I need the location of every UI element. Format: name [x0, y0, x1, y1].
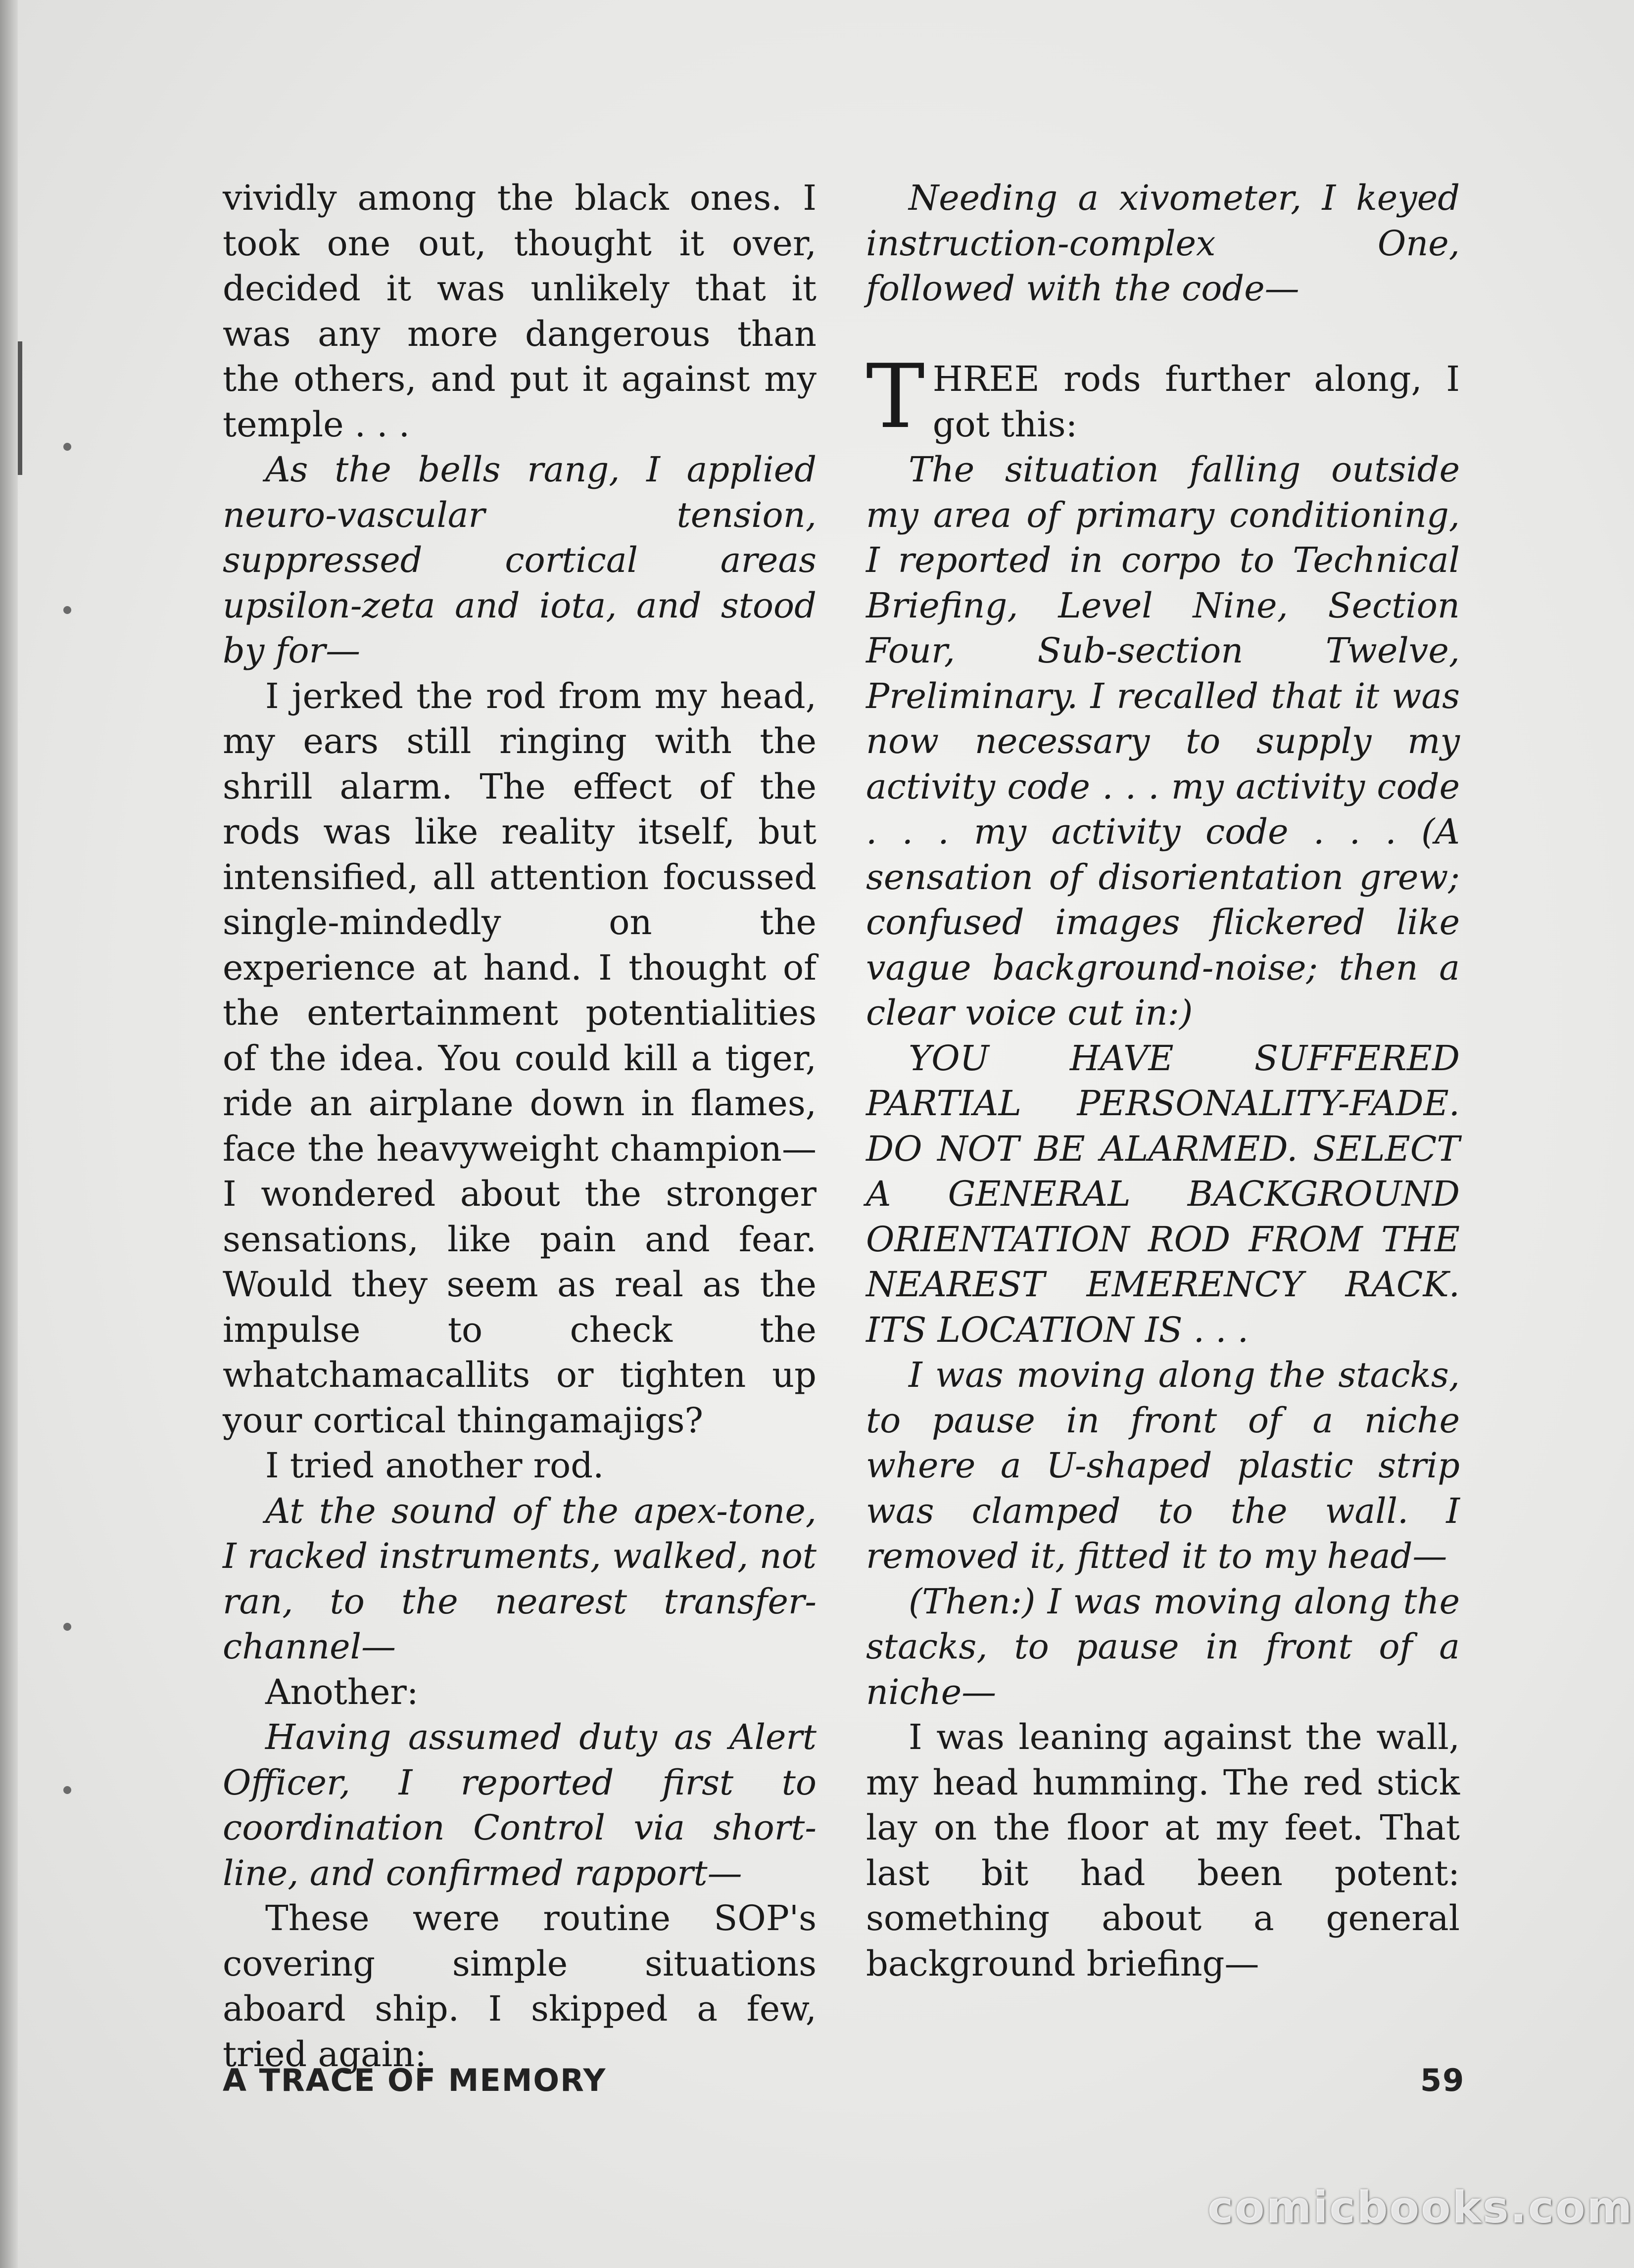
page-spine-shadow — [0, 0, 18, 2268]
watermark: comicbooks.com — [1207, 2182, 1634, 2233]
paragraph: I jerked the rod from my head, my ears still ringing with the shrill alarm. The effect of the rods was like reality itself, but intensified, all attention focussed single-mindedly on the experience at hand. I thought of the entertainment potentialities of the idea. You could kill a tiger, ride an airplane down in flames, face the heavyweight champion— I wondered about the stronger sensations, like pain and fear. Would they seem as real as the impulse to check the whatchamacallits or tighten up your cortical thingamajigs? — [223, 675, 817, 1441]
paragraph: YOU HAVE SUFFERED PARTIAL PERSONALITY-FADE. DO NOT BE ALARMED. SELECT A GENERAL BACKGROUND ORIENTATION ROD FROM THE NEAREST EMERENCY RACK. ITS LOCATION IS . . . — [866, 1038, 1460, 1350]
binding-mark — [18, 341, 22, 475]
paragraph: Having assumed duty as Alert Officer, I reported first to coordination Control via short-line, and confirmed rapport— — [223, 1717, 817, 1893]
paragraph: Needing a xivometer, I keyed instruction-complex One, followed with the code— — [866, 178, 1460, 309]
paragraph: I tried another rod. — [265, 1445, 604, 1486]
binding-hole — [63, 606, 71, 614]
running-title: A TRACE OF MEMORY — [223, 2062, 607, 2098]
paragraph: As the bells rang, I applied neuro-vascular tension, suppressed cortical areas upsilon-zeta and iota, and stood by for— — [223, 449, 817, 671]
paragraph: I was leaning against the wall, my head humming. The red stick lay on the floor at my feet. That last bit had been potent: something about a general background briefing— — [866, 1717, 1460, 1984]
paragraph: At the sound of the apex-tone, I racked instruments, walked, not ran, to the nearest transfer-channel— — [223, 1490, 817, 1667]
paragraph: The situation falling outside my area of primary conditioning, I reported in corpo to Technical Briefing, Level Nine, Section Four, Sub-section Twelve, Preliminary. I recalled that it was now necessary to supply my activity code . . . my activity code . . . my activity code . . . (A sensation of disorientation grew; confused images flickered like vague background-noise; then a clear voice cut in:) — [866, 449, 1460, 1033]
binding-hole — [63, 1786, 71, 1794]
left-column — [223, 176, 817, 2077]
drop-cap: T — [866, 345, 925, 448]
right-column — [866, 176, 1460, 1986]
binding-hole — [63, 1623, 71, 1631]
binding-hole — [63, 443, 71, 451]
paragraph: vividly among the black ones. I took one out, thought it over, decided it was unlikely that it was any more dangerous than the others, and put it against my temple . . . — [223, 178, 817, 445]
paragraph: These were routine SOP's covering simple situations aboard ship. I skipped a few, tried again: — [223, 1898, 817, 2075]
paragraph: I was moving along the stacks, to pause in front of a niche where a U-shaped plastic strip was clamped to the wall. I removed it, fitted it to my head— — [866, 1355, 1460, 1576]
paragraph: Another: — [265, 1671, 419, 1712]
section-opening-paragraph — [866, 345, 1460, 448]
page-number: 59 — [1420, 2062, 1465, 2098]
drop-cap-continuation: HREE rods further along, I got this: — [932, 359, 1460, 445]
paragraph: (Then:) I was moving along the stacks, to pause in front of a niche— — [866, 1581, 1460, 1712]
